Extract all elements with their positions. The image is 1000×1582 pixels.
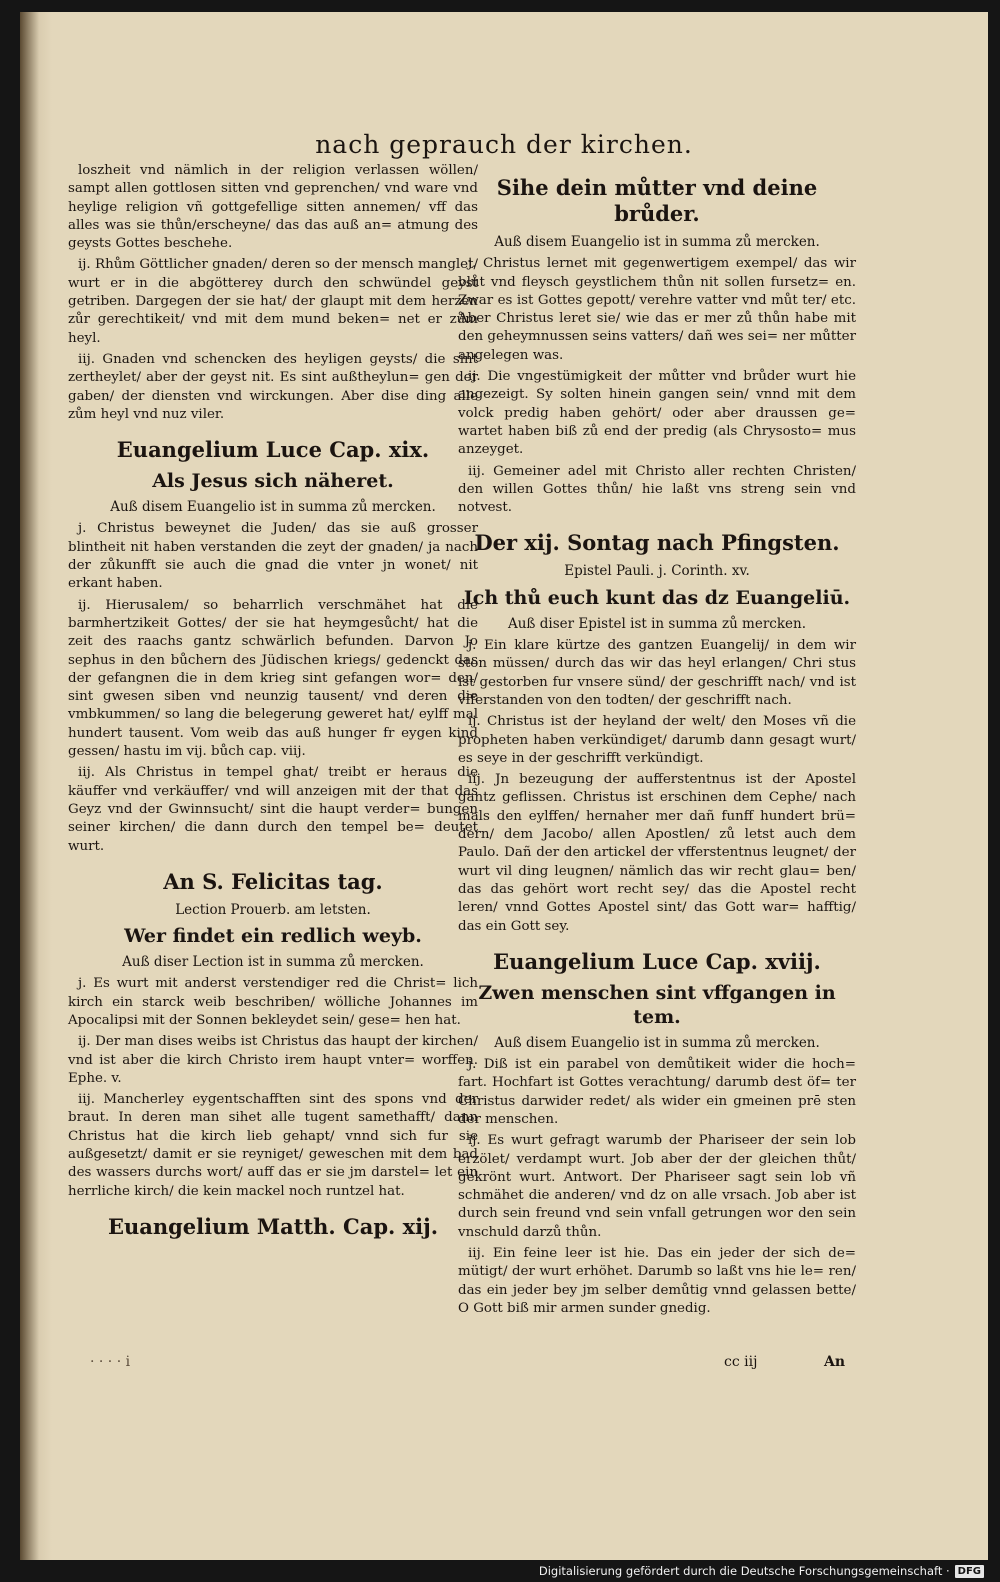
paragraph: iij. Gnaden vnd schencken des heyligen geysts/ die sint zertheylet/ aber der geyst nit. Es sint außtheylun= gen der gaben/ der diensten vnd wirckungen. Aber dise ding alle zům heyl vnd nuz viler. [68, 351, 478, 422]
book-page [20, 12, 988, 1560]
paragraph: j. Christus beweynet die Juden/ das sie auß grosser blintheit nit haben verstanden die zeyt der gnaden/ ja nach der zůkunfft sie auch die gnad die vnter jn wonet/ nit erkant haben. [68, 521, 478, 592]
catchword: An [824, 1354, 846, 1370]
section-heading: Der xij. Sontag nach Pfingsten. [474, 530, 840, 556]
section-heading: An S. Felicitas tag. [163, 868, 383, 894]
dfg-logo: DFG [955, 1565, 984, 1578]
paragraph: ij. Der man dises weibs ist Christus das haupt der kirchen/ vnd ist aber die kirch Christo irem haupt vnter= worffen. Ephe. v. [68, 1034, 478, 1086]
lection-caption: Epistel Pauli. j. Corinth. xv. [564, 563, 750, 580]
running-head: nach geprauch der kirchen. [315, 130, 693, 159]
banner-text: Digitalisierung gefördert durch die Deutsche Forschungsgemeinschaft · [538, 1564, 950, 1578]
paragraph: iij. Als Christus in tempel ghat/ treibt er heraus die käuffer vnd verkäuffer/ vnd will anzeigen mit der that das Geyz vnd der Gwinnsucht/ sint die haupt verder= bungen seiner kirchen/ die dann durch den tempel be= deutet wurt. [68, 765, 478, 854]
section-heading: Euangelium Luce Cap. xviij. [493, 948, 821, 974]
paragraph: j. Christus lernet mit gegenwertigem exempel/ das wir blůt vnd fleysch geystlichem thůn nit sollen fursetz= en. Zwar es ist Gottes gepott/ verehre vatter vnd můt ter/ etc. Aber Christus leret sie/ wie das er mer zů thůn habe mit den geheymnussen seins vatters/ dañ wes sei= ner můtter angelegen was. [458, 256, 856, 363]
summary-intro: Auß diser Epistel ist in summa zů mercken. [507, 615, 807, 632]
paragraph: ij. Hierusalem/ so beharrlich verschmähet hat die barmhertzikeit Gottes/ der sie hat heymgesůcht/ hat die zeit des raachs gantz schwärlich befunden. Darvon Jo sephus in den bůchern des Jüdischen kriegs/ gedenckt das der gefangnen die in dem krieg sint gefangen wor= den/ sint gwesen siben vnd neunzig tausent/ vnd deren die vmbkummen/ so lang die belegerung geweret hat/ eylff mal hundert tausent. Vom weib das auß hunger fr eygen kind gessen/ hastu im vij. bůch cap. viij. [68, 597, 478, 760]
paragraph: loszheit vnd nämlich in der religion verlassen wöllen/ sampt allen gottlosen sitten vnd geprenchen/ vnd ware vnd heylige religion vñ gottgefellige sitten annemen/ vff das alles was sie thůn/erscheyne/ das das auß an= atmung des geysts Gottes beschehe. [68, 163, 478, 252]
summary-intro: Auß disem Euangelio ist in summa zů mercken. [494, 1034, 820, 1051]
signature-mark: cc iij [724, 1354, 758, 1370]
incipit-heading: Als Jesus sich näheret. [152, 470, 394, 493]
summary-intro: Auß disem Euangelio ist in summa zů mercken. [494, 234, 820, 250]
left-column [68, 162, 478, 1246]
paragraph: j. Es wurt mit anderst verstendiger red die Christ= lich kirch ein starck weib beschriben/ wölliche Johannes im Apocalipsi mit der Sonnen bekleydet sein/ gese= hen hat. [68, 976, 478, 1028]
summary-intro: Auß disem Euangelio ist in summa zů mercken. [110, 499, 436, 516]
incipit-heading: Ich thů euch kunt das dz Euangeliū. [463, 586, 851, 609]
summary-intro: Auß diser Lection ist in summa zů mercken. [122, 954, 424, 971]
page-gutter-shadow [20, 12, 52, 1560]
paragraph: ij. Rhům Göttlicher gnaden/ deren so der mensch manglet/ wurt er in die abgötterey durch den schwündel geyst getriben. Dargegen der sie hat/ der glaupt mit dem herzen zůr gerechtikeit/ vnd mit dem mund beken= net er zům heyl. [68, 257, 478, 346]
paragraph: iij. Mancherley eygentschafften sint des spons vnd der braut. In deren man sihet alle tugent samethafft/ dann Christus hat die kirch lieb gehapt/ vnnd sich fur sie außgesetzt/ damit er sie reyniget/ geweschen mit dem bad des wassers durchs wort/ auff das er sie jm darstel= let ein herrliche kirch/ die kein mackel noch runtzel hat. [68, 1092, 478, 1199]
left-bottom-mark: · · · · i [90, 1354, 131, 1370]
paragraph: iij. Ein feine leer ist hie. Das ein jeder der sich de= mütigt/ der wurt erhöhet. Darumb so laßt vns hie le= ren/ das ein jeder bey jm selber demůtig vnnd gelassen bette/ O Gott biß mir armen sunder gnedig. [458, 1246, 856, 1316]
paragraph: ij. Es wurt gefragt warumb der Phariseer der sein lob erzölet/ verdampt wurt. Job aber der der gleichen thůt/ gekrönt wurt. Antwort. Der Phariseer sagt sein lob vñ schmähet die anderen/ vnd dz on alle vrsach. Job aber ist durch sein freund vnd sein vnfall getrungen wor den sein vnschuld darzů thůn. [458, 1133, 856, 1240]
paragraph: ij. Christus ist der heyland der welt/ den Moses vñ die propheten haben verkündiget/ darumb dann gesagt wurt/ es seye in der geschrifft verkündigt. [458, 714, 856, 766]
section-heading: Euangelium Luce Cap. xix. [116, 437, 430, 463]
incipit-heading: Zwen menschen sint vffgangen in tem. [478, 981, 836, 1028]
paragraph: j. Ein klare kürtze des gantzen Euangelij/ in dem wir ston müssen/ durch das wir das heyl erlangen/ Chri stus ist gestorben fur vnsere sünd/ der geschrifft nach/ vnd ist vfferstanden von den todten/ der geschrifft nach. [458, 638, 856, 708]
paragraph: j. Diß ist ein parabel von demůtikeit wider die hoch= fart. Hochfart ist Gottes verachtung/ darumb dest öf= ter Christus darwider redet/ als wider ein gmeinen prē sten der menschen. [458, 1057, 856, 1127]
section-heading: Euangelium Matth. Cap. xij. [107, 1213, 439, 1239]
paragraph: iij. Jn bezeugung der aufferstentnus ist der Apostel gantz geflissen. Christus ist erschinen dem Cephe/ nach mals den eylffen/ hernaher mer dañ funff hundert brü= dern/ dem Jacobo/ allen Apostlen/ zů letst auch dem Paulo. Dañ der den artickel der vfferstentnus leugnet/ der wurt vil ding leugnen/ nämlich das wir recht glau= ben/ das das gehört wort recht sey/ das die Apostel recht leren/ vnnd Gottes Apostel sint/ das Gott war= hafftig/ das ein Gott sey. [458, 772, 856, 934]
digitization-banner [0, 1560, 1000, 1582]
paragraph: iij. Gemeiner adel mit Christo aller rechten Christen/ den willen Gottes thůn/ hie laßt vns streng sein vnd notvest. [458, 463, 856, 516]
incipit-heading: Wer findet ein redlich weyb. [124, 925, 422, 948]
right-column [458, 162, 856, 1321]
lection-caption: Lection Prouerb. am letsten. [175, 901, 371, 918]
section-heading: Sihe dein můtter vnd deine brůder. [496, 175, 818, 226]
paragraph: ij. Die vngestümigkeit der můtter vnd brůder wurt hie angezeigt. Sy solten hinein gangen sein/ vnnd mit dem volck predig haben gehört/ oder aber draussen ge= wartet haben biß zů end der predig (als Chrysosto= mus anzeyget. [458, 369, 856, 458]
